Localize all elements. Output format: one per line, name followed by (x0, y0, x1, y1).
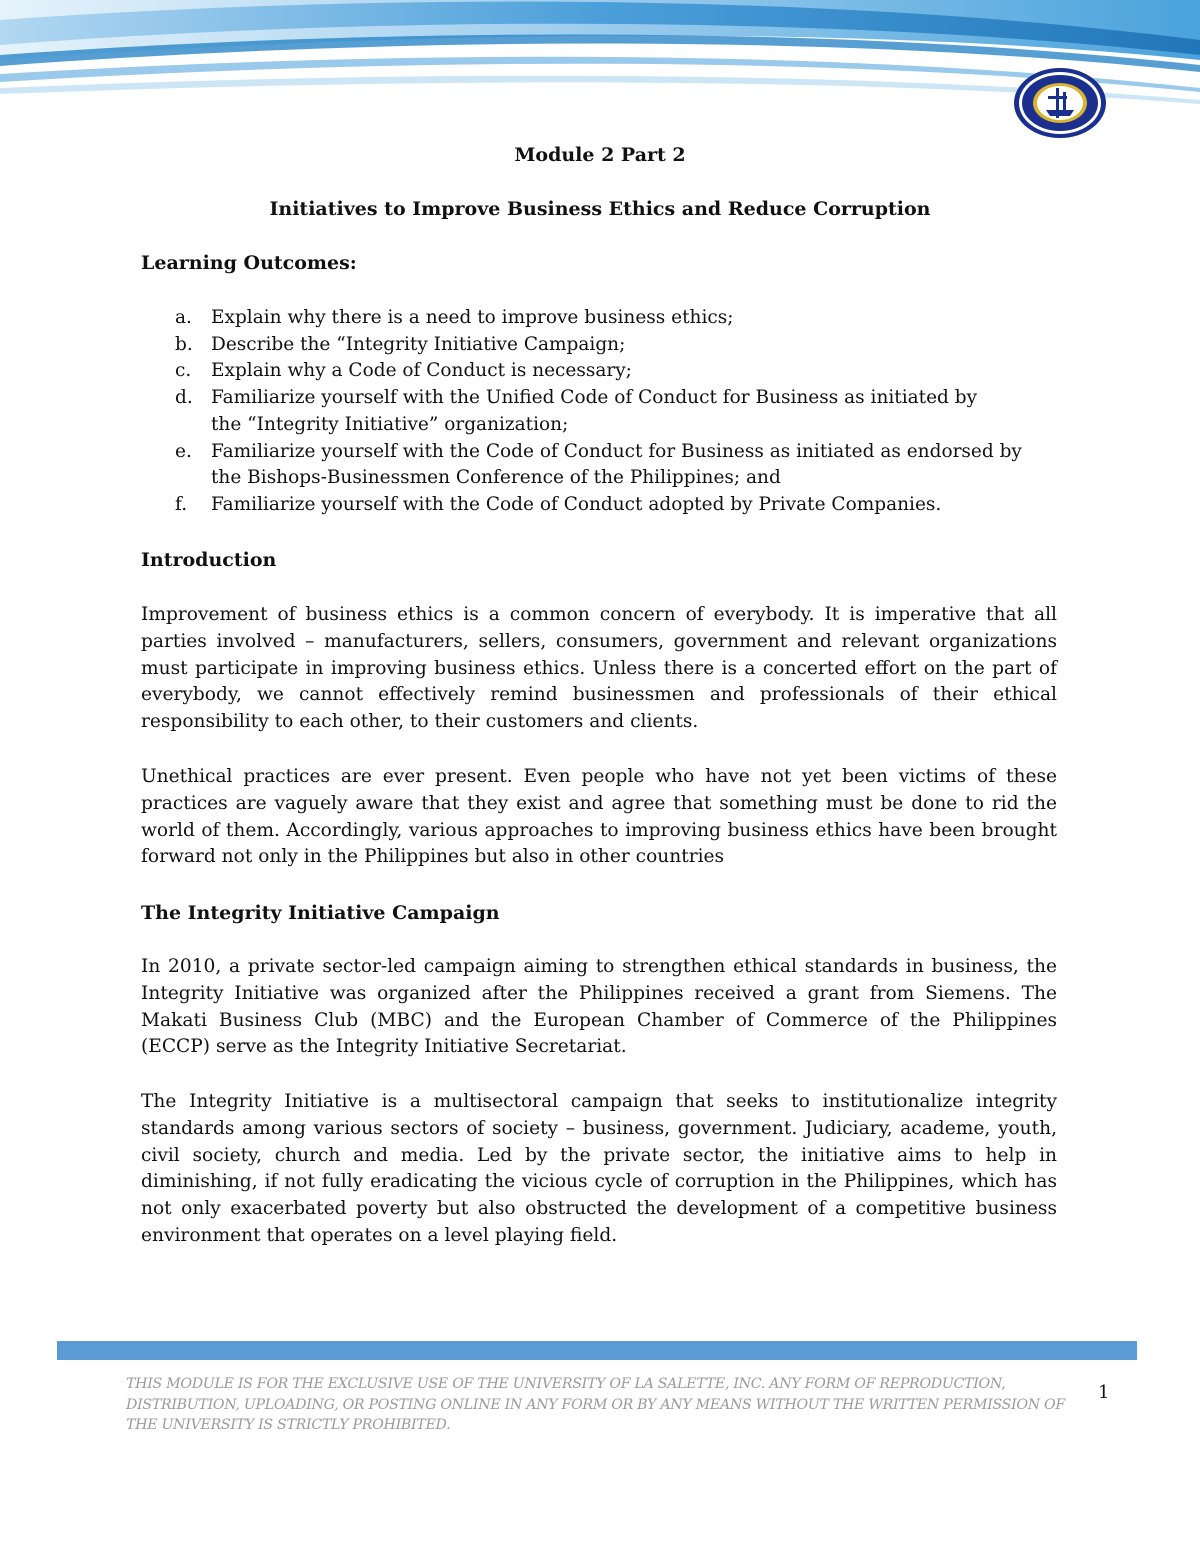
learning-outcome-text: the “Integrity Initiative” organization; (211, 413, 569, 435)
campaign-heading: The Integrity Initiative Campaign (141, 902, 500, 924)
learning-outcome-text: Familiarize yourself with the Code of Conduct adopted by Private Companies. (211, 493, 942, 515)
learning-outcome-text: the Bishops-Businessmen Conference of the Philippines; and (211, 467, 781, 489)
list-marker: f. (175, 493, 188, 515)
learning-outcome-text: Familiarize yourself with the Code of Conduct for Business as initiated as endorsed by (211, 440, 1022, 462)
list-marker: b. (175, 333, 193, 355)
learning-outcome-text: Explain why there is a need to improve business ethics; (211, 307, 734, 328)
learning-outcome-text: Explain why a Code of Conduct is necessary; (211, 360, 632, 382)
campaign-paragraph-1: In 2010, a private sector-led campaign aiming to strengthen ethical standards in business, the Integrity Initiative was organized after the Philippines received a grant from Siemens. The Makati Business Club (MBC) and the European Chamber of Commerce of the Philippines (ECCP) serve as the Integrity Initiative Secretariat. (141, 956, 1057, 1058)
university-seal-icon (1012, 66, 1108, 140)
list-marker: c. (175, 360, 192, 382)
list-marker: e. (175, 440, 192, 462)
learning-outcomes-list (141, 305, 1056, 519)
learning-outcome-text: Describe the “Integrity Initiative Campaign; (211, 333, 626, 355)
learning-outcome-item (141, 332, 1056, 359)
learning-outcome-item (141, 439, 1056, 492)
learning-outcome-text: Familiarize yourself with the Unified Code of Conduct for Business as initiated by (211, 387, 978, 409)
introduction-heading: Introduction (141, 549, 277, 571)
page-number: 1 (1098, 1382, 1110, 1403)
list-marker: d. (175, 387, 193, 409)
page-subtitle: Initiatives to Improve Business Ethics and Reduce Corruption (269, 198, 931, 220)
learning-outcome-item (141, 305, 1056, 332)
page-title: Module 2 Part 2 (514, 144, 686, 166)
learning-outcome-item (141, 358, 1056, 385)
introduction-paragraph-1: Improvement of business ethics is a common concern of everybody. It is imperative that all parties involved – manufacturers, sellers, consumers, government and relevant organizations must participate in improving business ethics. Unless there is a concerted effort on the part of everybody, we cannot effectively remind businessmen and professionals of their ethical responsibility to each other, to their customers and clients. (141, 604, 1057, 733)
footer-bar (57, 1341, 1137, 1360)
learning-outcome-item (141, 385, 1056, 438)
learning-outcomes-heading: Learning Outcomes: (141, 252, 357, 274)
copyright-notice: THIS MODULE IS FOR THE EXCLUSIVE USE OF THE UNIVERSITY OF LA SALETTE, INC. ANY FORM OF REPRODUCTION, DISTRIBUTION, UPLOADING, OR POSTING ONLINE IN ANY FORM OR BY ANY MEANS WITHOUT THE WRITTEN PERMISSION OF THE UNIVERSITY IS STRICTLY PROHIBITED. (126, 1376, 1065, 1433)
learning-outcome-item (141, 492, 1056, 519)
campaign-paragraph-2: The Integrity Initiative is a multisectoral campaign that seeks to institutionalize integrity standards among various sectors of society – business, government. Judiciary, academe, youth, civil society, church and media. Led by the private sector, the initiative aims to help in diminishing, if not fully eradicating the vicious cycle of corruption in the Philippines, which has not only exacerbated poverty but also obstructed the development of a competitive business environment that operates on a level playing field. (141, 1091, 1057, 1246)
list-marker: a. (175, 307, 192, 328)
introduction-paragraph-2: Unethical practices are ever present. Even people who have not yet been victims of these practices are vaguely aware that they exist and agree that something must be done to rid the world of them. Accordingly, various approaches to improving business ethics have been brought forward not only in the Philippines but also in other countries (141, 766, 1057, 868)
